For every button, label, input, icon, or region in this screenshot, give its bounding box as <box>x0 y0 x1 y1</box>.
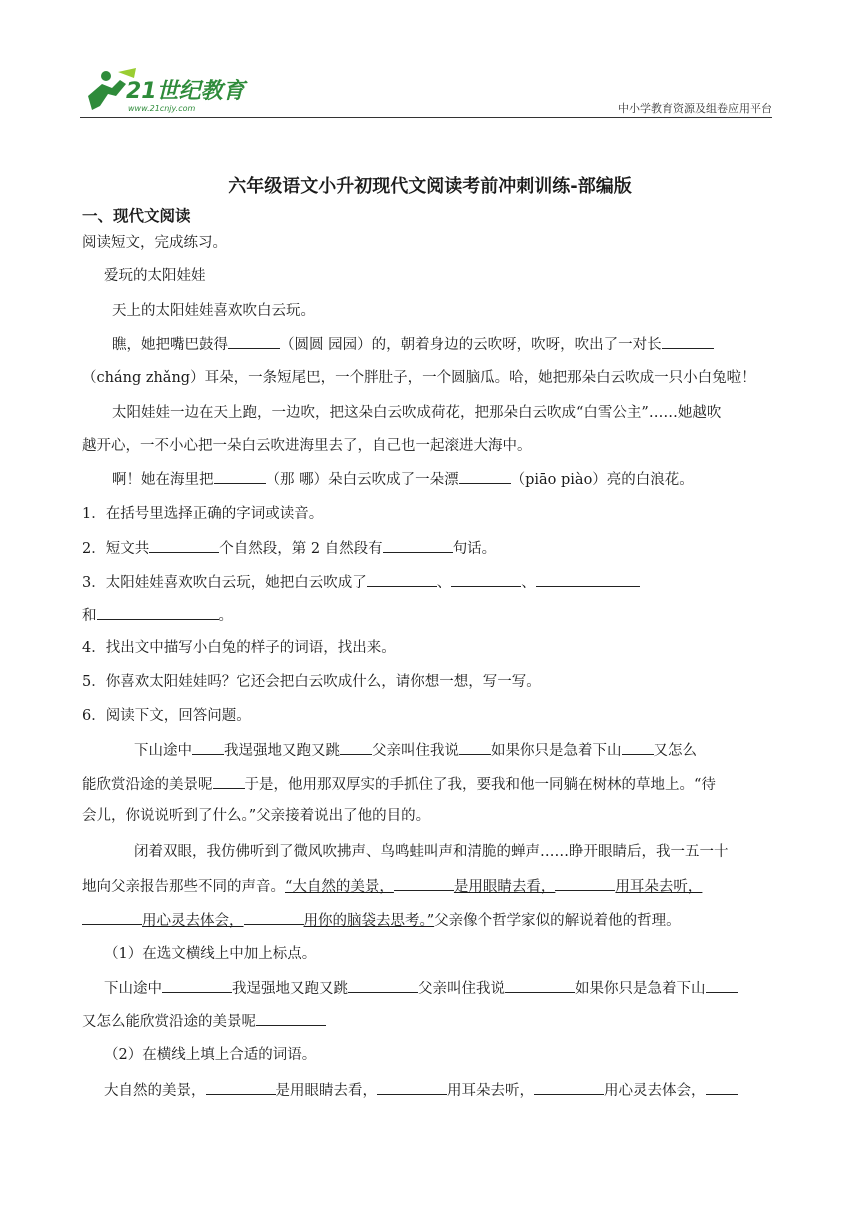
blank[interactable] <box>459 469 511 484</box>
blank[interactable] <box>451 572 521 587</box>
blank[interactable] <box>555 876 615 891</box>
passage2-line2: 能欣赏沿途的美景呢 于是，他用那双厚实的手抓住了我，要我和他一同躺在树林的草地上。“待 <box>82 774 716 795</box>
blank[interactable] <box>256 1011 326 1026</box>
passage-p1: 天上的太阳娃娃喜欢吹白云玩。 <box>112 303 315 319</box>
header-divider <box>80 117 772 118</box>
blank[interactable] <box>244 910 304 925</box>
subquestion-1-line1: 下山途中 我逞强地又跑又跳 父亲叫住我说 如果你只是急着下山 <box>104 978 738 999</box>
platform-label: 中小学教育资源及组卷应用平台 <box>618 102 772 115</box>
blank[interactable] <box>377 1080 447 1095</box>
subquestion-2: （2）在横线上填上合适的词语。 <box>104 1047 317 1063</box>
blank[interactable] <box>367 572 437 587</box>
passage-p4: 啊！她在海里把 （那 哪）朵白云吹成了一朵漂 （piāo piào）亮的白浪花。 <box>112 469 694 490</box>
page-title: 六年级语文小升初现代文阅读考前冲刺训练-部编版 <box>228 176 632 197</box>
blank[interactable] <box>706 978 738 993</box>
intro: 阅读短文，完成练习。 <box>82 235 227 251</box>
question-1: 1．在括号里选择正确的字词或读音。 <box>82 506 324 522</box>
logo-url: www.21cnjy.com <box>128 104 196 113</box>
blank[interactable] <box>149 538 219 553</box>
passage2-line4: 闭着双眼，我仿佛听到了微风吹拂声、鸟鸣蛙叫声和清脆的蝉声……睁开眼睛后，我一五一十 <box>134 844 729 860</box>
subquestion-1-line2: 又怎么能欣赏沿途的美景呢 <box>82 1011 326 1032</box>
passage-p3-line2: 越开心，一不小心把一朵白云吹进海里去了，自己也一起滚进大海中。 <box>82 438 532 454</box>
question-2: 2．短文共 个自然段，第 2 自然段有 句话。 <box>82 538 496 559</box>
blank[interactable] <box>340 740 372 755</box>
question-6: 6．阅读下文，回答问题。 <box>82 708 251 724</box>
question-5: 5．你喜欢太阳娃娃吗？它还会把白云吹成什么，请你想一想，写一写。 <box>82 674 541 690</box>
subquestion-2-line1: 大自然的美景， 是用眼睛去看， 用耳朵去听， 用心灵去体会， <box>104 1080 738 1101</box>
logo-text: 21世纪教育 <box>126 79 245 104</box>
blank[interactable] <box>505 978 575 993</box>
passage2-line3: 会儿，你说说听到了什么。”父亲接着说出了他的目的。 <box>82 808 431 824</box>
question-3-cont: 和 。 <box>82 605 233 626</box>
blank[interactable] <box>192 740 224 755</box>
blank[interactable] <box>348 978 418 993</box>
blank[interactable] <box>459 740 491 755</box>
blank[interactable] <box>383 538 453 553</box>
blank[interactable] <box>213 774 245 789</box>
section-heading: 一、现代文阅读 <box>82 207 191 225</box>
blank[interactable] <box>214 469 266 484</box>
passage2-line1: 下山途中 我逞强地又跑又跳 父亲叫住我说 如果你只是急着下山 又怎么 <box>134 740 697 761</box>
question-4: 4．找出文中描写小白兔的样子的词语，找出来。 <box>82 640 396 656</box>
passage2-line6: 用心灵去体会， 用你的脑袋去思考。”父亲像个哲学家似的解说着他的哲理。 <box>82 910 681 931</box>
blank[interactable] <box>206 1080 276 1095</box>
question-3: 3．太阳娃娃喜欢吹白云玩，她把白云吹成了 、 、 <box>82 572 640 593</box>
passage-p3-line1: 太阳娃娃一边在天上跑，一边吹，把这朵白云吹成荷花，把那朵白云吹成“白雪公主”……她越吹 <box>112 405 722 421</box>
subquestion-1: （1）在选文横线上中加上标点。 <box>104 946 317 962</box>
blank[interactable] <box>622 740 654 755</box>
logo <box>78 66 248 118</box>
blank[interactable] <box>97 605 219 620</box>
passage2-line5: 地向父亲报告那些不同的声音。“大自然的美景， 是用眼睛去看， 用耳朵去听， <box>82 876 702 897</box>
blank[interactable] <box>706 1080 738 1095</box>
blank[interactable] <box>394 876 454 891</box>
passage-heading: 爱玩的太阳娃娃 <box>104 268 206 284</box>
blank[interactable] <box>162 978 232 993</box>
passage-p2-line2: （cháng zhǎng）耳朵，一条短尾巴，一个胖肚子，一个圆脑瓜。哈，她把那朵白云吹成一只小白兔啦！ <box>82 370 756 386</box>
blank[interactable] <box>536 572 640 587</box>
blank[interactable] <box>82 910 142 925</box>
passage-p2-line1: 瞧，她把嘴巴鼓得 （圆圆 园园）的，朝着身边的云吹呀，吹呀，吹出了一对长 <box>112 334 714 355</box>
blank[interactable] <box>662 334 714 349</box>
blank[interactable] <box>534 1080 604 1095</box>
blank[interactable] <box>228 334 280 349</box>
